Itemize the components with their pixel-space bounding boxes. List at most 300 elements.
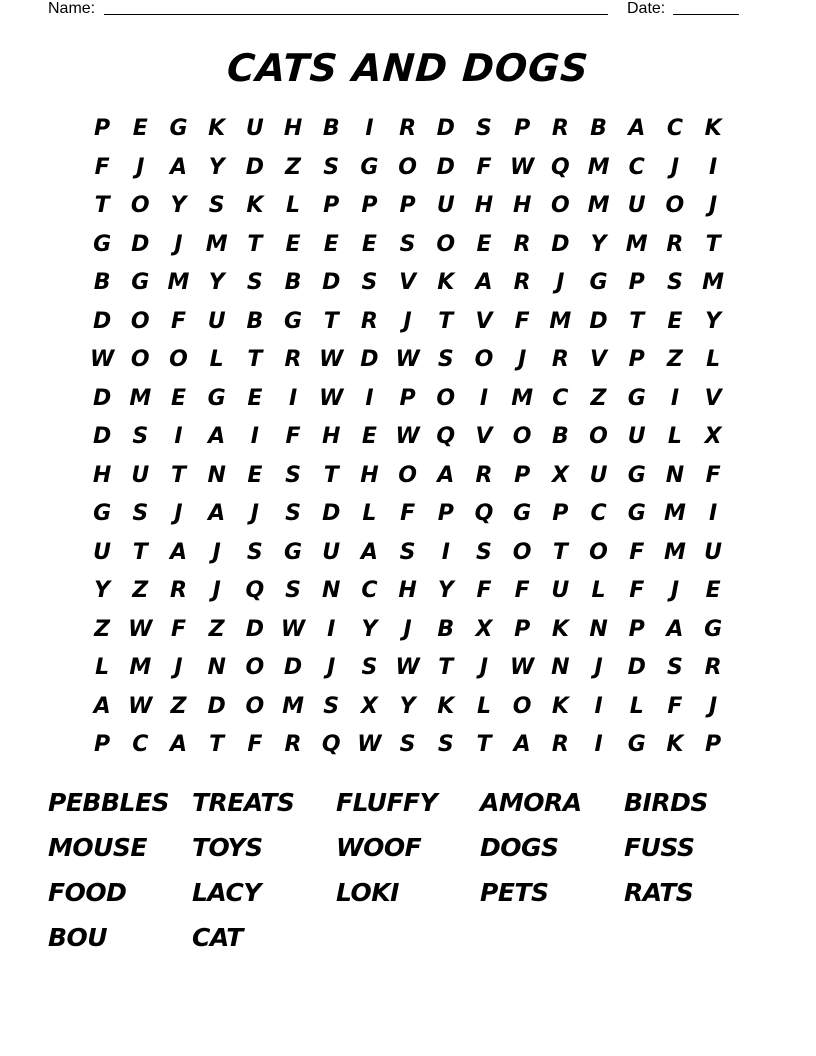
grid-letter[interactable]: N: [207, 655, 226, 681]
grid-letter[interactable]: Y: [437, 578, 454, 604]
grid-letter[interactable]: E: [285, 231, 301, 257]
grid-letter[interactable]: J: [518, 347, 527, 373]
grid-letter[interactable]: L: [209, 347, 224, 373]
grid-letter[interactable]: J: [174, 231, 183, 257]
grid-letter[interactable]: F: [514, 578, 530, 604]
grid-letter[interactable]: S: [476, 539, 492, 565]
grid-letter[interactable]: T: [705, 231, 721, 257]
word-list-item: FUSS: [624, 833, 695, 862]
grid-letter[interactable]: M: [129, 385, 152, 411]
grid-letter[interactable]: D: [322, 270, 341, 296]
grid-letter[interactable]: D: [92, 385, 112, 411]
grid-letter[interactable]: I: [594, 693, 603, 719]
grid-letter[interactable]: I: [327, 616, 336, 642]
grid-letter[interactable]: U: [93, 539, 112, 565]
grid-letter[interactable]: K: [666, 732, 684, 758]
grid-letter[interactable]: S: [361, 270, 378, 296]
grid-letter[interactable]: B: [246, 308, 264, 334]
grid-letter[interactable]: Q: [245, 578, 265, 604]
grid-letter[interactable]: J: [479, 655, 489, 681]
grid-letter[interactable]: O: [589, 539, 608, 565]
grid-letter[interactable]: J: [670, 154, 679, 180]
grid-letter[interactable]: D: [360, 347, 379, 373]
grid-letter[interactable]: J: [403, 616, 412, 642]
grid-letter[interactable]: D: [92, 308, 112, 334]
grid-letter[interactable]: T: [552, 539, 568, 565]
grid-letter[interactable]: X: [704, 424, 722, 450]
grid-letter[interactable]: J: [709, 193, 718, 219]
grid-letter[interactable]: H: [512, 193, 532, 219]
grid-letter[interactable]: Y: [705, 308, 722, 334]
grid-letter[interactable]: T: [209, 732, 225, 758]
grid-letter[interactable]: M: [625, 231, 648, 257]
grid-letter[interactable]: I: [288, 385, 298, 411]
grid-letter[interactable]: B: [590, 116, 607, 142]
grid-letter[interactable]: H: [360, 462, 379, 488]
grid-letter[interactable]: H: [92, 462, 112, 488]
grid-letter[interactable]: D: [245, 616, 264, 642]
grid-letter[interactable]: G: [589, 270, 608, 296]
grid-letter[interactable]: M: [549, 308, 572, 334]
grid-letter[interactable]: T: [323, 308, 339, 334]
grid-letter[interactable]: T: [132, 539, 148, 565]
grid-letter[interactable]: T: [247, 347, 263, 373]
grid-letter[interactable]: F: [285, 424, 301, 450]
grid-letter[interactable]: A: [628, 116, 646, 142]
word-list-item: TREATS: [192, 788, 295, 817]
grid-letter[interactable]: F: [629, 539, 645, 565]
grid-letter[interactable]: N: [322, 578, 341, 604]
grid-letter[interactable]: P: [514, 462, 531, 488]
grid-letter[interactable]: T: [323, 462, 339, 488]
grid-letter[interactable]: E: [170, 385, 186, 411]
grid-letter[interactable]: J: [250, 501, 259, 527]
grid-letter[interactable]: B: [437, 616, 455, 642]
grid-letter[interactable]: O: [589, 424, 608, 450]
grid-letter[interactable]: S: [399, 231, 416, 257]
grid-letter[interactable]: R: [399, 116, 417, 142]
grid-letter[interactable]: W: [89, 347, 115, 373]
grid-letter[interactable]: T: [476, 732, 492, 758]
grid-letter[interactable]: D: [551, 231, 570, 257]
grid-letter[interactable]: K: [437, 693, 455, 719]
grid-letter[interactable]: R: [169, 578, 187, 604]
grid-letter[interactable]: L: [362, 501, 377, 527]
grid-letter[interactable]: A: [208, 424, 226, 450]
grid-letter[interactable]: N: [589, 616, 608, 642]
grid-letter[interactable]: J: [212, 539, 221, 565]
grid-letter[interactable]: S: [437, 347, 454, 373]
grid-letter[interactable]: S: [132, 501, 149, 527]
grid-letter[interactable]: U: [551, 578, 570, 604]
grid-letter[interactable]: A: [169, 154, 187, 180]
grid-letter[interactable]: M: [511, 385, 534, 411]
grid-letter[interactable]: U: [322, 539, 341, 565]
grid-letter[interactable]: Z: [132, 578, 149, 604]
grid-letter[interactable]: I: [365, 116, 374, 142]
grid-letter[interactable]: D: [92, 424, 112, 450]
grid-letter[interactable]: I: [479, 385, 489, 411]
grid-letter[interactable]: D: [245, 154, 264, 180]
grid-letter[interactable]: O: [169, 347, 188, 373]
grid-letter[interactable]: Y: [399, 693, 416, 719]
grid-letter[interactable]: D: [589, 308, 608, 334]
grid-letter[interactable]: Z: [94, 616, 111, 642]
date-field[interactable]: [673, 0, 739, 15]
grid-letter[interactable]: W: [510, 154, 535, 180]
grid-letter[interactable]: W: [280, 616, 306, 642]
grid-letter[interactable]: S: [323, 154, 340, 180]
grid-letter[interactable]: P: [514, 116, 531, 142]
grid-letter[interactable]: R: [551, 732, 569, 758]
grid-letter[interactable]: T: [438, 655, 454, 681]
grid-letter[interactable]: P: [628, 616, 645, 642]
grid-letter[interactable]: O: [245, 693, 265, 719]
grid-letter[interactable]: Y: [361, 616, 378, 642]
grid-letter[interactable]: D: [436, 154, 455, 180]
grid-letter[interactable]: F: [476, 578, 492, 604]
grid-letter[interactable]: S: [666, 270, 683, 296]
grid-letter[interactable]: F: [705, 462, 721, 488]
grid-letter[interactable]: D: [627, 655, 646, 681]
grid-letter[interactable]: A: [169, 732, 187, 758]
grid-letter[interactable]: U: [589, 462, 608, 488]
grid-letter[interactable]: S: [132, 424, 149, 450]
grid-letter[interactable]: P: [628, 270, 645, 296]
grid-letter[interactable]: S: [361, 655, 378, 681]
grid-letter[interactable]: P: [399, 193, 416, 219]
grid-letter[interactable]: S: [399, 732, 416, 758]
grid-letter[interactable]: O: [398, 462, 417, 488]
grid-letter[interactable]: S: [285, 501, 301, 527]
grid-letter[interactable]: M: [129, 655, 152, 681]
grid-letter[interactable]: S: [285, 578, 301, 604]
grid-letter[interactable]: E: [667, 308, 683, 334]
grid-letter[interactable]: B: [284, 270, 302, 296]
grid-letter[interactable]: V: [399, 270, 417, 296]
grid-letter[interactable]: V: [475, 308, 493, 334]
grid-letter[interactable]: K: [551, 616, 569, 642]
grid-letter[interactable]: G: [131, 270, 150, 296]
grid-letter[interactable]: Z: [590, 385, 607, 411]
word-list-item: MOUSE: [48, 833, 148, 862]
grid-letter[interactable]: R: [551, 116, 569, 142]
grid-letter[interactable]: O: [245, 655, 265, 681]
grid-letter[interactable]: P: [323, 193, 340, 219]
grid-letter[interactable]: O: [398, 154, 417, 180]
grid-letter[interactable]: K: [208, 116, 226, 142]
grid-letter[interactable]: S: [476, 116, 492, 142]
grid-letter[interactable]: G: [93, 231, 112, 257]
grid-letter[interactable]: J: [174, 501, 183, 527]
grid-letter[interactable]: W: [357, 732, 382, 758]
grid-letter[interactable]: E: [247, 385, 263, 411]
grid-letter[interactable]: Y: [208, 154, 225, 180]
grid-letter[interactable]: S: [246, 539, 263, 565]
grid-letter[interactable]: C: [552, 385, 569, 411]
grid-letter[interactable]: U: [131, 462, 150, 488]
grid-letter[interactable]: L: [476, 693, 491, 719]
grid-letter[interactable]: G: [627, 462, 646, 488]
grid-letter[interactable]: Y: [208, 270, 225, 296]
grid-letter[interactable]: W: [395, 424, 420, 450]
grid-letter[interactable]: I: [441, 539, 450, 565]
grid-letter[interactable]: P: [94, 116, 111, 142]
grid-letter[interactable]: E: [476, 231, 492, 257]
grid-letter[interactable]: J: [709, 693, 718, 719]
grid-letter[interactable]: M: [663, 539, 686, 565]
grid-letter[interactable]: F: [170, 308, 186, 334]
grid-letter[interactable]: D: [436, 116, 455, 142]
grid-letter[interactable]: I: [174, 424, 183, 450]
grid-letter[interactable]: C: [361, 578, 378, 604]
grid-letter[interactable]: R: [513, 270, 531, 296]
grid-letter[interactable]: M: [205, 231, 228, 257]
grid-letter[interactable]: V: [704, 385, 722, 411]
grid-letter[interactable]: J: [212, 578, 221, 604]
grid-letter[interactable]: E: [323, 231, 339, 257]
grid-letter[interactable]: A: [666, 616, 684, 642]
grid-letter[interactable]: Z: [208, 616, 225, 642]
grid-letter[interactable]: Q: [550, 154, 570, 180]
grid-letter[interactable]: J: [594, 655, 603, 681]
grid-letter[interactable]: G: [93, 501, 112, 527]
grid-letter[interactable]: Q: [321, 732, 341, 758]
grid-letter[interactable]: O: [436, 385, 456, 411]
grid-letter[interactable]: A: [437, 462, 455, 488]
grid-letter[interactable]: I: [709, 154, 718, 180]
grid-letter[interactable]: O: [130, 193, 150, 219]
grid-letter[interactable]: O: [512, 424, 532, 450]
grid-letter[interactable]: Y: [94, 578, 111, 604]
grid-letter[interactable]: E: [361, 424, 377, 450]
grid-letter[interactable]: W: [395, 655, 420, 681]
grid-letter[interactable]: T: [438, 308, 454, 334]
grid-letter[interactable]: J: [327, 655, 336, 681]
grid-letter[interactable]: B: [322, 116, 340, 142]
grid-letter[interactable]: M: [282, 693, 304, 719]
grid-letter[interactable]: M: [702, 270, 725, 296]
grid-letter[interactable]: O: [130, 347, 150, 373]
grid-letter[interactable]: A: [208, 501, 226, 527]
grid-letter[interactable]: S: [323, 693, 340, 719]
grid-letter[interactable]: N: [207, 462, 226, 488]
grid-letter[interactable]: X: [551, 462, 569, 488]
grid-letter[interactable]: H: [474, 193, 494, 219]
grid-letter[interactable]: O: [436, 231, 456, 257]
grid-letter[interactable]: W: [128, 693, 153, 719]
grid-letter[interactable]: T: [170, 462, 186, 488]
grid-letter[interactable]: P: [705, 732, 722, 758]
grid-letter[interactable]: B: [93, 270, 111, 296]
grid-letter[interactable]: L: [706, 347, 721, 373]
grid-letter[interactable]: R: [284, 732, 302, 758]
grid-letter[interactable]: W: [128, 616, 153, 642]
grid-letter[interactable]: L: [591, 578, 606, 604]
grid-letter[interactable]: S: [399, 539, 416, 565]
grid-letter[interactable]: K: [551, 693, 569, 719]
grid-letter[interactable]: G: [284, 539, 303, 565]
grid-letter[interactable]: R: [666, 231, 684, 257]
grid-letter[interactable]: P: [514, 616, 531, 642]
grid-letter[interactable]: G: [704, 616, 723, 642]
grid-letter[interactable]: B: [551, 424, 569, 450]
grid-letter[interactable]: D: [131, 231, 150, 257]
grid-letter[interactable]: M: [587, 154, 610, 180]
grid-letter[interactable]: I: [709, 501, 718, 527]
grid-letter[interactable]: R: [360, 308, 378, 334]
grid-letter[interactable]: F: [94, 154, 110, 180]
grid-letter[interactable]: S: [208, 193, 225, 219]
grid-letter[interactable]: T: [94, 193, 110, 219]
grid-letter[interactable]: S: [246, 270, 263, 296]
grid-letter[interactable]: J: [136, 154, 145, 180]
grid-letter[interactable]: W: [395, 347, 420, 373]
grid-letter[interactable]: Z: [285, 154, 301, 180]
grid-letter[interactable]: T: [629, 308, 645, 334]
grid-letter[interactable]: P: [94, 732, 111, 758]
grid-letter[interactable]: X: [475, 616, 493, 642]
grid-letter[interactable]: A: [93, 693, 111, 719]
grid-letter[interactable]: J: [174, 655, 183, 681]
name-field[interactable]: [104, 0, 608, 15]
grid-letter[interactable]: T: [247, 231, 263, 257]
grid-letter[interactable]: O: [550, 193, 570, 219]
grid-letter[interactable]: L: [95, 655, 110, 681]
grid-letter[interactable]: J: [403, 308, 412, 334]
grid-letter[interactable]: J: [556, 270, 565, 296]
grid-letter[interactable]: K: [246, 193, 264, 219]
grid-letter[interactable]: O: [512, 693, 532, 719]
grid-letter[interactable]: N: [665, 462, 685, 488]
grid-letter[interactable]: I: [670, 385, 679, 411]
grid-letter[interactable]: G: [627, 501, 646, 527]
grid-letter[interactable]: W: [319, 347, 344, 373]
grid-letter[interactable]: C: [666, 116, 683, 142]
grid-letter[interactable]: G: [627, 385, 646, 411]
grid-letter[interactable]: I: [250, 424, 259, 450]
grid-letter[interactable]: V: [475, 424, 493, 450]
grid-letter[interactable]: U: [627, 424, 646, 450]
grid-letter[interactable]: Q: [436, 424, 456, 450]
grid-letter[interactable]: F: [170, 616, 186, 642]
grid-letter[interactable]: G: [169, 116, 188, 142]
grid-letter[interactable]: A: [475, 270, 493, 296]
grid-letter[interactable]: A: [169, 539, 187, 565]
grid-letter[interactable]: O: [130, 308, 150, 334]
grid-letter[interactable]: O: [512, 539, 532, 565]
grid-letter[interactable]: M: [663, 501, 686, 527]
worksheet-header: [48, 0, 768, 22]
grid-letter[interactable]: E: [132, 116, 148, 142]
grid-letter[interactable]: F: [514, 308, 530, 334]
grid-letter[interactable]: L: [286, 193, 301, 219]
grid-letter[interactable]: Z: [170, 693, 187, 719]
grid-letter[interactable]: P: [552, 501, 569, 527]
grid-letter[interactable]: K: [704, 116, 722, 142]
grid-letter[interactable]: E: [247, 462, 263, 488]
grid-letter[interactable]: L: [629, 693, 644, 719]
grid-letter[interactable]: G: [513, 501, 532, 527]
grid-letter[interactable]: Y: [590, 231, 607, 257]
grid-letter[interactable]: H: [398, 578, 417, 604]
grid-letter[interactable]: V: [590, 347, 608, 373]
grid-letter[interactable]: U: [207, 308, 226, 334]
grid-letter[interactable]: I: [594, 732, 603, 758]
grid-letter[interactable]: F: [247, 732, 263, 758]
grid-letter[interactable]: R: [475, 462, 493, 488]
grid-letter[interactable]: G: [207, 385, 226, 411]
grid-letter[interactable]: G: [627, 732, 646, 758]
grid-letter[interactable]: H: [322, 424, 341, 450]
grid-letter[interactable]: Y: [170, 193, 187, 219]
grid-letter[interactable]: P: [437, 501, 454, 527]
grid-letter[interactable]: U: [245, 116, 264, 142]
word-list-item: BIRDS: [624, 788, 708, 817]
grid-letter[interactable]: O: [665, 193, 685, 219]
grid-letter[interactable]: A: [360, 539, 378, 565]
grid-letter[interactable]: E: [361, 231, 377, 257]
grid-letter[interactable]: F: [476, 154, 492, 180]
grid-letter[interactable]: P: [399, 385, 416, 411]
grid-letter[interactable]: P: [628, 347, 645, 373]
grid-letter[interactable]: G: [284, 308, 303, 334]
grid-letter[interactable]: P: [361, 193, 378, 219]
grid-letter[interactable]: X: [360, 693, 378, 719]
grid-letter[interactable]: U: [436, 193, 455, 219]
grid-letter[interactable]: Z: [666, 347, 683, 373]
word-list-item: CAT: [192, 923, 243, 952]
grid-letter[interactable]: C: [628, 154, 645, 180]
grid-letter[interactable]: C: [132, 732, 149, 758]
grid-letter[interactable]: U: [627, 193, 646, 219]
grid-letter[interactable]: M: [167, 270, 190, 296]
grid-letter[interactable]: R: [284, 347, 302, 373]
grid-letter[interactable]: J: [670, 578, 679, 604]
grid-letter[interactable]: S: [285, 462, 301, 488]
grid-letter[interactable]: N: [551, 655, 570, 681]
word-list-item: LACY: [192, 878, 261, 907]
grid-letter[interactable]: O: [474, 347, 494, 373]
grid-letter[interactable]: S: [666, 655, 683, 681]
grid-letter[interactable]: C: [590, 501, 607, 527]
grid-letter[interactable]: D: [322, 501, 341, 527]
grid-letter[interactable]: D: [283, 655, 303, 681]
grid-letter[interactable]: R: [513, 231, 531, 257]
grid-letter[interactable]: W: [510, 655, 535, 681]
grid-letter[interactable]: R: [704, 655, 722, 681]
grid-letter[interactable]: U: [704, 539, 723, 565]
grid-letter[interactable]: R: [551, 347, 569, 373]
grid-letter[interactable]: F: [629, 578, 645, 604]
grid-letter[interactable]: W: [319, 385, 344, 411]
grid-letter[interactable]: F: [667, 693, 683, 719]
grid-letter[interactable]: A: [513, 732, 531, 758]
word-list-item: PETS: [480, 878, 549, 907]
grid-letter[interactable]: F: [400, 501, 416, 527]
grid-letter[interactable]: D: [207, 693, 226, 719]
grid-letter[interactable]: S: [437, 732, 454, 758]
word-list-item: AMORA: [480, 788, 582, 817]
grid-letter[interactable]: I: [365, 385, 374, 411]
grid-letter[interactable]: G: [360, 154, 379, 180]
grid-letter[interactable]: Q: [474, 501, 494, 527]
grid-letter[interactable]: H: [283, 116, 303, 142]
grid-letter[interactable]: L: [667, 424, 682, 450]
grid-letter[interactable]: M: [587, 193, 610, 219]
grid-letter[interactable]: K: [437, 270, 455, 296]
grid-letter[interactable]: E: [705, 578, 721, 604]
